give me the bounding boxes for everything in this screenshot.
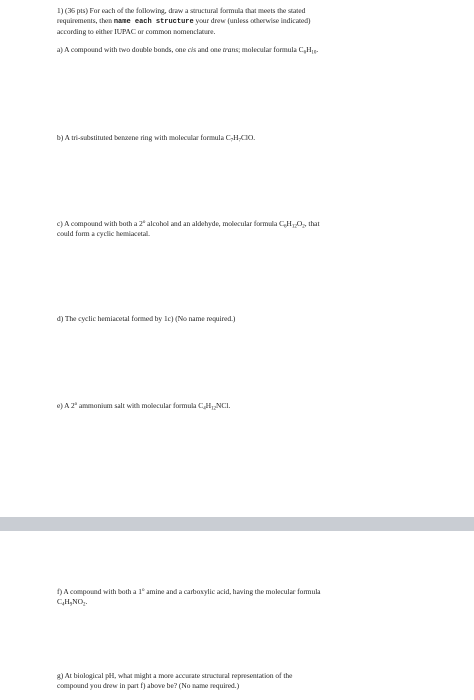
- question-b: b) A tri-substituted benzene ring with molecular formula $C_7H_7ClO$.: [57, 133, 256, 144]
- question-d: d) The cyclic hemiacetal formed by 1c) (No name required.): [57, 314, 236, 323]
- question-c: c) A compound with both a 2$^o$ alcohol and an aldehyde, molecular formula $C_6H_{12}O_2$, that could form a cyclic hemiacetal.: [57, 219, 320, 238]
- question-g: g) At biological pH, what might a more accurate structural representation of the compound you drew in part f) above be? (No name required.): [57, 671, 293, 690]
- question-1-instructions: [57, 6, 419, 37]
- emphasis-name-each-structure: name each structure: [113, 18, 194, 26]
- instructions-line-2: requirements, then name each structure your drew (unless otherwise indicated): [57, 16, 311, 26]
- page-break-divider: [0, 517, 474, 531]
- question-f: f) A compound with both a 1$^o$ amine and a carboxylic acid, having the molecular formula $C_4H_9NO_2$.: [57, 587, 321, 608]
- instructions-line-1: 1) (36 pts) For each of the following, draw a structural formula that meets the stated: [57, 6, 306, 15]
- instructions-line-3: according to either IUPAC or common nomenclature.: [57, 27, 216, 36]
- worksheet-page-2: [0, 531, 474, 700]
- question-a: a) A compound with two double bonds, one cis and one trans; molecular formula $C_6H_{10}$.: [57, 45, 319, 56]
- question-e: e) A 2$^o$ ammonium salt with molecular formula $C_4H_{12}NCl$.: [57, 401, 231, 412]
